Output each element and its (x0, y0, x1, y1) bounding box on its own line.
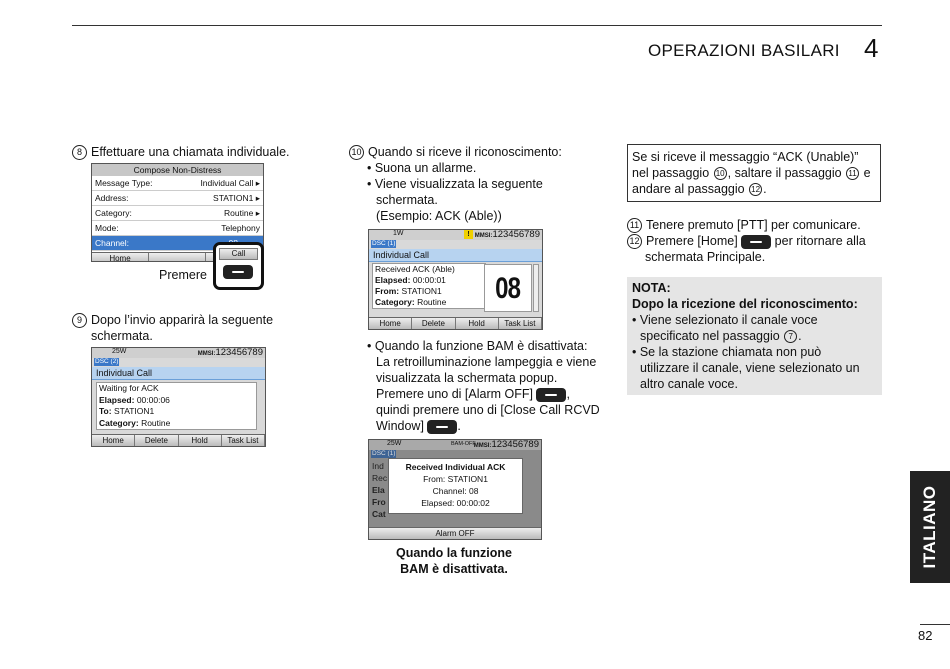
power-level: 25W (387, 440, 402, 447)
row-label: Mode: (95, 223, 119, 233)
page-number-rule (920, 624, 950, 625)
note-subtitle: Dopo la ricezione del riconoscimento: (632, 297, 858, 311)
bullet-screen: • Viene visualizzata la seguente (367, 177, 543, 191)
caption-line-1: Quando la funzione (396, 546, 512, 560)
elapsed-line: Elapsed: 00:00:01 (375, 275, 446, 285)
popup-from: From: STATION1 (423, 474, 488, 484)
bullet-alarm: • Suona un allarme. (367, 161, 477, 175)
call-key-icon[interactable] (223, 265, 253, 279)
step-number: 8 (72, 145, 87, 160)
note-bullet-1-cont: specificato nel passaggio 7 . (640, 329, 802, 343)
step-8 (72, 144, 290, 160)
bullet-screen-cont: schermata. (376, 193, 438, 207)
compose-title: Compose Non-Distress (92, 164, 263, 176)
row-value: Telephony (221, 223, 260, 233)
popup-dialog (388, 458, 523, 514)
softkey-bar (369, 527, 541, 539)
ack-unable-box (627, 144, 881, 202)
call-key-label: Call (219, 248, 258, 260)
step-text: Tenere premuto [PTT] per comunicare. (646, 218, 861, 232)
dsc-indicator: DSC (2) (95, 358, 119, 365)
delete-softkey[interactable]: Delete (135, 435, 178, 446)
box-line-2: nel passaggio 10 , saltare il passaggio 11 e (632, 166, 871, 180)
delete-softkey[interactable]: Delete (412, 318, 455, 329)
bam-bullet: • Quando la funzione BAM è disattivata: (367, 339, 588, 353)
step-number: 9 (72, 313, 87, 328)
status-bar (369, 440, 541, 450)
mmsi: MMSI:123456789 (197, 347, 263, 358)
alarm-off-softkey[interactable]: Alarm OFF (369, 528, 541, 539)
category-line: Category: Routine (99, 417, 171, 428)
section-title: OPERAZIONI BASILARI (648, 41, 840, 60)
compose-row[interactable] (92, 221, 263, 236)
call-key-highlight (213, 242, 264, 290)
box-line-1: Se si riceve il messaggio “ACK (Unable)” (632, 150, 859, 164)
chapter-number: 4 (864, 33, 879, 63)
scrollbar[interactable] (533, 264, 539, 312)
step-ref: 10 (714, 167, 727, 180)
power-level: 1W (393, 230, 404, 237)
note-title: NOTA: (632, 281, 671, 295)
step-text: Quando si riceve il riconoscimento: (368, 145, 562, 159)
dimmed-background (372, 460, 387, 520)
hold-softkey[interactable]: Hold (179, 435, 222, 446)
step-10 (349, 144, 562, 160)
step-text: Dopo l’invio apparirà la seguente (91, 313, 274, 327)
compose-row[interactable] (92, 206, 263, 221)
note-box (627, 277, 882, 395)
language-tab (910, 471, 950, 583)
popup-title: Received Individual ACK (405, 462, 506, 472)
bullet-example: (Esempio: ACK (Able)) (376, 209, 502, 223)
dimmed-text: Ela (372, 485, 385, 495)
step-number: 12 (627, 234, 642, 249)
from-line: From: STATION1 (375, 286, 442, 296)
header-rule (72, 25, 882, 26)
dimmed-text: Ind (372, 461, 384, 471)
bam-line-5: quindi premere uno di [Close Call RCVD (376, 403, 600, 417)
task-list-softkey[interactable]: Task List (222, 435, 265, 446)
note-bullet-1: • Viene selezionato il canale voce (632, 313, 818, 327)
row-value: Individual Call ▸ (200, 178, 260, 188)
bam-off-indicator: BAM-OFF (451, 441, 476, 447)
home-key-icon[interactable] (741, 235, 771, 249)
step-ref: 11 (846, 167, 859, 180)
dsc-indicator: DSC (1) (372, 450, 396, 457)
status-line: Received ACK (Able) (375, 264, 455, 274)
popup-screen (368, 439, 542, 540)
caption-line-2: BAM è disattivata. (400, 562, 508, 576)
ack-screen (368, 229, 543, 330)
step-9 (72, 312, 273, 328)
step-ref: 12 (749, 183, 762, 196)
compose-row[interactable] (92, 191, 263, 206)
note-bullet-2: • Se la stazione chiamata non può (632, 345, 822, 359)
category-line: Category: Routine (375, 297, 447, 307)
softkey-bar (369, 317, 542, 329)
step-number: 11 (627, 218, 642, 233)
power-level: 25W (112, 348, 127, 355)
hold-softkey[interactable]: Hold (456, 318, 499, 329)
home-softkey[interactable]: Home (92, 253, 149, 262)
row-label: Message Type: (95, 178, 153, 188)
row-value: STATION1 ▸ (213, 193, 260, 203)
elapsed-line: Elapsed: 00:00:06 (99, 394, 170, 405)
message-body (372, 263, 486, 309)
softkey-bar (92, 434, 265, 446)
step-number: 10 (349, 145, 364, 160)
screen-title: Individual Call (369, 249, 542, 262)
home-softkey[interactable]: Home (369, 318, 412, 329)
popup-elapsed: Elapsed: 00:00:02 (421, 498, 490, 508)
empty-softkey (149, 253, 206, 262)
status-bar (369, 230, 542, 240)
step-9-cont: schermata. (91, 329, 153, 343)
waiting-screen (91, 347, 266, 447)
mmsi: MMSI:123456789 (474, 229, 540, 240)
warning-icon: ! (464, 230, 473, 239)
dimmed-text: Rec (372, 473, 388, 483)
language-tab-label: ITALIANO (920, 485, 939, 569)
dimmed-text: Cat (372, 509, 386, 519)
page-number: 82 (918, 628, 933, 643)
step-12: 12 Premere [Home] per ritornare alla (627, 233, 866, 249)
to-line: To: STATION1 (99, 406, 155, 416)
bam-line-6: Window] . (376, 419, 461, 433)
dsc-indicator: DSC (1) (372, 240, 396, 247)
bam-line-2: La retroilluminazione lampeggia e viene (376, 355, 597, 369)
screen-title: Individual Call (92, 367, 265, 380)
step-ref: 7 (784, 330, 797, 343)
popup-channel: Channel: 08 (432, 486, 479, 496)
message-body (96, 382, 257, 430)
press-label: Premere (159, 268, 207, 282)
step-12-cont: schermata Principale. (645, 250, 766, 264)
note-bullet-2-cont: altro canale voce. (640, 377, 738, 391)
bam-line-3: visualizzata la schermata popup. (376, 371, 558, 385)
status-bar (92, 348, 265, 358)
task-list-softkey[interactable]: Task List (499, 318, 542, 329)
row-value: Routine ▸ (224, 208, 260, 218)
row-label: Category: (95, 208, 132, 218)
mmsi: MMSI:123456789 (473, 439, 539, 450)
compose-row[interactable] (92, 176, 263, 191)
home-softkey[interactable]: Home (92, 435, 135, 446)
step-11 (627, 217, 861, 233)
status-line: Waiting for ACK (99, 383, 159, 393)
dimmed-text: Fro (372, 497, 386, 507)
box-line-3: andare al passaggio 12 . (632, 182, 767, 196)
step-text: Effettuare una chiamata individuale. (91, 145, 290, 159)
bam-line-4: Premere uno di [Alarm OFF] , (376, 387, 570, 401)
channel-display: 08 (484, 264, 532, 312)
close-window-key-icon[interactable] (427, 420, 457, 434)
row-label: Address: (95, 193, 129, 203)
note-bullet-2-cont: utilizzare il canale, viene selezionato un (640, 361, 860, 375)
row-label: Channel: (95, 238, 130, 248)
alarm-off-key-icon[interactable] (536, 388, 566, 402)
